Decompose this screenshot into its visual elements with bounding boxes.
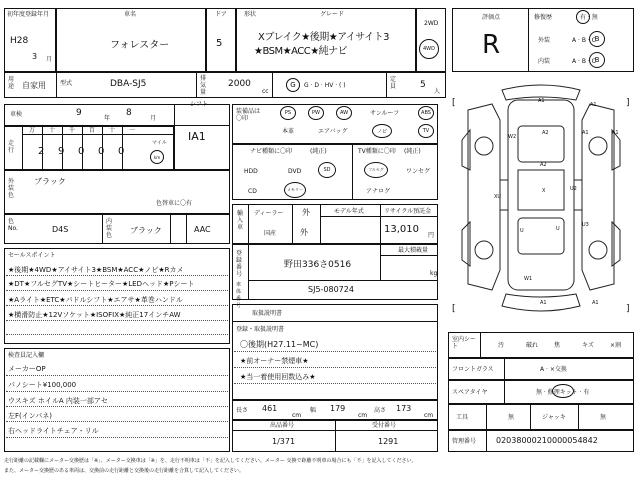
remark-line-5: 右ヘッドライトチェア・リル: [8, 427, 99, 435]
equip-abs-circle: [418, 106, 434, 120]
score-value: R: [482, 30, 501, 60]
equip-tv: TV: [422, 128, 430, 134]
recycle-unit: 円: [428, 232, 435, 239]
sales-point-line-2: ★DT★フルセグTV★シートヒーター★LEDヘッド★Pシート: [8, 280, 195, 288]
front-glass-value: A · ×交换: [540, 366, 567, 373]
navi-dvd: DVD: [288, 168, 302, 175]
diagram-panel-label-12: U3: [582, 222, 589, 228]
first-reg-unit: 月: [46, 56, 53, 63]
tv-label: TV種類に〇印: [358, 148, 396, 155]
cc-label: 排気量: [200, 75, 207, 96]
length-value: 461: [262, 404, 278, 413]
equip-abs: ABS: [421, 110, 431, 116]
car-diagram: [448, 80, 634, 330]
cc-unit: cc: [262, 88, 269, 95]
repair-circle: [576, 10, 590, 24]
interior-seat-item-4: ×割: [610, 342, 622, 349]
diagram-panel-label-2: W2: [508, 134, 517, 140]
ac-value: AAC: [194, 225, 211, 234]
mileage-unit-3: 百: [89, 127, 96, 134]
shift-value: IA1: [188, 130, 206, 143]
diagram-panel-label-0: A1: [538, 98, 545, 104]
mileage-unit-1: 十: [49, 127, 56, 134]
wd-value: 4WD: [423, 46, 435, 52]
diagram-panel-label-7: XU: [494, 194, 502, 200]
width-value: 179: [330, 404, 346, 413]
jack-value: 無: [600, 414, 607, 421]
tv-oneseg: ワンセグ: [406, 168, 431, 175]
exterior-grade: B: [594, 35, 600, 43]
diagram-corner-mark-1: ]: [626, 98, 630, 108]
notes-box: [232, 304, 438, 400]
doors-value: 5: [216, 38, 223, 49]
remark-line-2: パノシート¥100,000: [8, 381, 77, 389]
equip-pw-circle: [308, 106, 324, 120]
diagram-panel-label-3: A2: [542, 130, 549, 136]
exterior-grade-circle: [589, 31, 605, 47]
color-label: 外装色: [8, 178, 15, 199]
score-label: 評価点: [482, 14, 501, 21]
color-change-note: 色替車に〇有: [156, 200, 193, 207]
seats-unit: 人: [434, 88, 441, 95]
interior-label: 内装: [538, 58, 551, 65]
first-reg-label: 初年度登録年月: [7, 11, 50, 18]
equip-ps-circle: [280, 106, 296, 120]
fuel-selected-circle: [286, 78, 300, 92]
register-label: 登録・取扱説明書: [236, 326, 285, 333]
model-label: 型式: [60, 80, 73, 87]
diagram-corner-mark-3: ]: [626, 304, 630, 314]
dealer-label: ディーラー: [254, 210, 284, 217]
model-year-label: モデル年式: [334, 208, 364, 215]
model-value: DBA-SJ5: [110, 79, 147, 89]
diagram-panel-label-1: A1: [590, 102, 597, 108]
navi-hdd: HDD: [244, 168, 258, 175]
mileage-label: 走行: [8, 140, 15, 154]
navi-cd: CD: [248, 188, 257, 195]
use-label: 用途: [8, 76, 15, 90]
equip-tv-circle: [418, 124, 434, 138]
first-reg-month: 3: [32, 52, 38, 61]
doors-label: ドア: [215, 11, 227, 18]
dealer-value: 外: [302, 208, 310, 217]
mileage-unit-4: 十: [109, 127, 116, 134]
diagram-panel-label-13: W1: [524, 276, 533, 282]
fuel-options: G · D · HV · ( ): [304, 82, 346, 89]
inspection-year: 9: [76, 108, 82, 118]
mileage-unit-2: 千: [69, 127, 76, 134]
interior-seat-item-3: キズ: [582, 342, 594, 349]
length-label: 長さ: [236, 407, 249, 414]
equip-navi: ノビ: [376, 128, 387, 135]
mileage-unit-5: 一: [129, 127, 136, 134]
sales-point-line-3: ★Aライト★ETC★パドルシフト★エアサ★革巻ハンドル: [8, 296, 183, 304]
height-label: 高さ: [374, 407, 387, 414]
navi-label: ナビ種類に〇印: [250, 148, 293, 155]
dealer-sub: 国産: [264, 230, 277, 237]
tv-fullseg-circle: [364, 162, 388, 178]
mileage-digit-4: 0: [118, 146, 125, 157]
tv-analog: アナログ: [366, 188, 391, 195]
car-name-value: フォレスター: [110, 40, 170, 51]
height-unit: cm: [424, 412, 434, 419]
color-no-value: D4S: [52, 225, 69, 234]
spare-tire-circle: [552, 384, 574, 398]
first-reg-value: H28: [10, 36, 29, 46]
diagram-panel-label-10: U: [520, 228, 524, 234]
interior-options: A · B · C: [572, 58, 596, 65]
manage-no-value: 02038000210000054842: [496, 436, 598, 445]
tv-fullseg: フルセグ: [368, 167, 384, 172]
wd-selected-circle: [419, 39, 439, 59]
footer-line-2: また、メーター交換歴のある車両は、交換前の走行距離と交換後の走行距離を合算して記入してください。: [4, 468, 245, 474]
mileage-unit-km: km: [153, 154, 161, 160]
width-label: 幅: [310, 407, 317, 414]
interior-color-label: 内装色: [106, 218, 113, 239]
load-unit: kg: [430, 270, 438, 277]
diagram-panel-label-11: U: [556, 226, 560, 232]
exterior-options: A · B · C: [572, 37, 596, 44]
mileage-unit-mile: マイル: [152, 140, 167, 146]
navi-label-sub: (純正): [310, 148, 327, 155]
wd-label: 2WD: [424, 20, 439, 27]
equip-aw: AW: [339, 110, 349, 116]
grade-line2: ★BSM★ACC★純ナビ: [254, 46, 348, 57]
interior-color-value: ブラック: [130, 226, 162, 235]
diagram-panel-label-9: U2: [570, 186, 577, 192]
shape-label: 形状: [244, 11, 257, 18]
diagram-panel-label-8: X: [542, 188, 546, 194]
mileage-unit-circle: [150, 150, 164, 164]
navi-sd-circle: [318, 162, 336, 178]
diagram-panel-label-6: A2: [540, 162, 547, 168]
fuel-selected: G: [290, 81, 296, 89]
color-value: ブラック: [34, 177, 66, 186]
use-value: 自家用: [22, 81, 46, 90]
tools-box: [448, 404, 634, 430]
interior-seat-item-2: 焦: [554, 342, 561, 349]
inspection-label: 車検: [10, 111, 23, 118]
tools-label: 工具: [456, 414, 469, 421]
mileage-unit-0: 万: [29, 127, 36, 134]
equip-airbag: エアバッグ: [318, 128, 348, 135]
inspection-month-unit: 月: [150, 115, 157, 122]
mileage-digit-1: 9: [58, 146, 65, 157]
navi-sd: SD: [323, 167, 331, 173]
color-no-label: 色No.: [8, 218, 18, 232]
equip-leather: 本革: [282, 128, 295, 135]
interior-grade: B: [594, 56, 600, 64]
equip-navi-circle: [372, 124, 392, 138]
mileage-digit-3: 0: [98, 146, 105, 157]
equipment-box: [232, 104, 438, 144]
load-label: 最大積載量: [398, 247, 429, 254]
equip-aw-circle: [336, 106, 352, 120]
recall-label: 取扱説明書: [252, 310, 283, 317]
chassis-label: 車体番号: [236, 282, 242, 309]
diagram-corner-mark-0: [: [452, 98, 456, 108]
width-unit: cm: [358, 412, 368, 419]
mileage-digit-2: 0: [78, 146, 85, 157]
navi-memory-circle: [284, 182, 306, 198]
diagram-panel-label-4: A1: [582, 130, 589, 136]
car-name-label: 車名: [124, 11, 137, 18]
footer-line-1: 走行距離の記載欄にメーター交換歴は「※」、メーター交換車は「※」を、走行不明車は「不」を記入してください。メーター 交換で距離不明車の場合にも「不」を記入してください。: [4, 458, 417, 464]
shift-label: シフト: [190, 101, 209, 108]
equipment-label: 装備品は〇印: [236, 108, 261, 122]
inspection-year-unit: 年: [104, 115, 111, 122]
equip-sunroof: サンルーフ: [370, 110, 400, 117]
note-line-1: 〇後期(H27.11~MC): [240, 340, 319, 349]
repair-label: 修復歴: [534, 14, 553, 21]
sales-point-line-4: ★横滑防止★12Vソケット★ISOFIX★純正17インチAW: [8, 311, 181, 319]
interior-seat-item-0: 汚: [498, 342, 505, 349]
exterior-label: 外装: [538, 37, 551, 44]
sales-points-label: セールスポイント: [8, 252, 56, 259]
chassis-value: SJ5-080724: [308, 285, 354, 294]
lot-value: 1291: [378, 437, 399, 446]
note-line-2: ★前オーナー禁煙車★: [240, 357, 309, 365]
plate-label: 登録番号: [236, 250, 243, 278]
tv-label-sub: (純正): [404, 148, 421, 155]
note-line-3: ★当一着使用回数込み★: [240, 373, 316, 381]
cc-value: 2000: [228, 79, 251, 89]
dealer-vertical-label: 輸入車: [237, 210, 244, 231]
remarks-label: 検査員記入欄: [8, 352, 45, 359]
lot-label: 受付番号: [372, 422, 397, 429]
interior-seat-label: 室内シート: [452, 336, 477, 350]
grade-label: グレード: [320, 11, 345, 18]
equip-ps: PS: [284, 110, 292, 116]
mileage-digit-0: 2: [38, 146, 45, 157]
remark-line-3: ウスキズ ホイルA 内装一部アセ: [8, 397, 108, 405]
remark-line-4: 左F(インパネ): [8, 412, 52, 420]
jack-label: ジャッキ: [542, 414, 566, 421]
recycle-label: リサイクル預託金: [384, 208, 432, 215]
length-unit: cm: [292, 412, 302, 419]
tools-value: 無: [508, 414, 515, 421]
front-glass-label: フロントガラス: [452, 366, 494, 373]
inspection-month: 8: [126, 108, 132, 118]
recycle-value: 13,010: [384, 224, 419, 235]
navi-memory: メモリー: [287, 187, 303, 192]
plate-value: 野田336さ0516: [284, 260, 352, 270]
height-value: 173: [396, 404, 412, 413]
dealer-sub-value: 外: [300, 228, 308, 237]
equip-pw: PW: [312, 110, 320, 116]
seats-value: 5: [420, 80, 426, 90]
diagram-corner-mark-2: [: [452, 304, 456, 314]
diagram-panel-label-5: A1: [612, 130, 619, 136]
remark-line-1: メーカーOP: [8, 365, 46, 373]
sale-no-label: 出品番号: [270, 422, 295, 429]
interior-grade-circle: [589, 52, 605, 68]
interior-seat-item-1: 破れ: [526, 342, 539, 349]
diagram-panel-label-15: A1: [592, 300, 599, 306]
grade-line1: Xブレイク★後期★アイサイト3: [258, 32, 389, 43]
spare-tire-label: スペアタイヤ: [452, 389, 488, 396]
manage-no-label: 管理番号: [452, 438, 477, 445]
sales-point-line-1: ★後期★4WD★アイサイト3★BSM★ACC★ノビ★Rカメ: [8, 266, 184, 274]
diagram-panel-label-14: A1: [540, 300, 547, 306]
spare-tire-value: 無 · 修理キット · 有: [536, 389, 590, 396]
seats-label: 定員: [390, 76, 397, 90]
sale-no-value: 1/371: [272, 437, 296, 446]
repair-options: 有 · 無: [580, 14, 598, 21]
